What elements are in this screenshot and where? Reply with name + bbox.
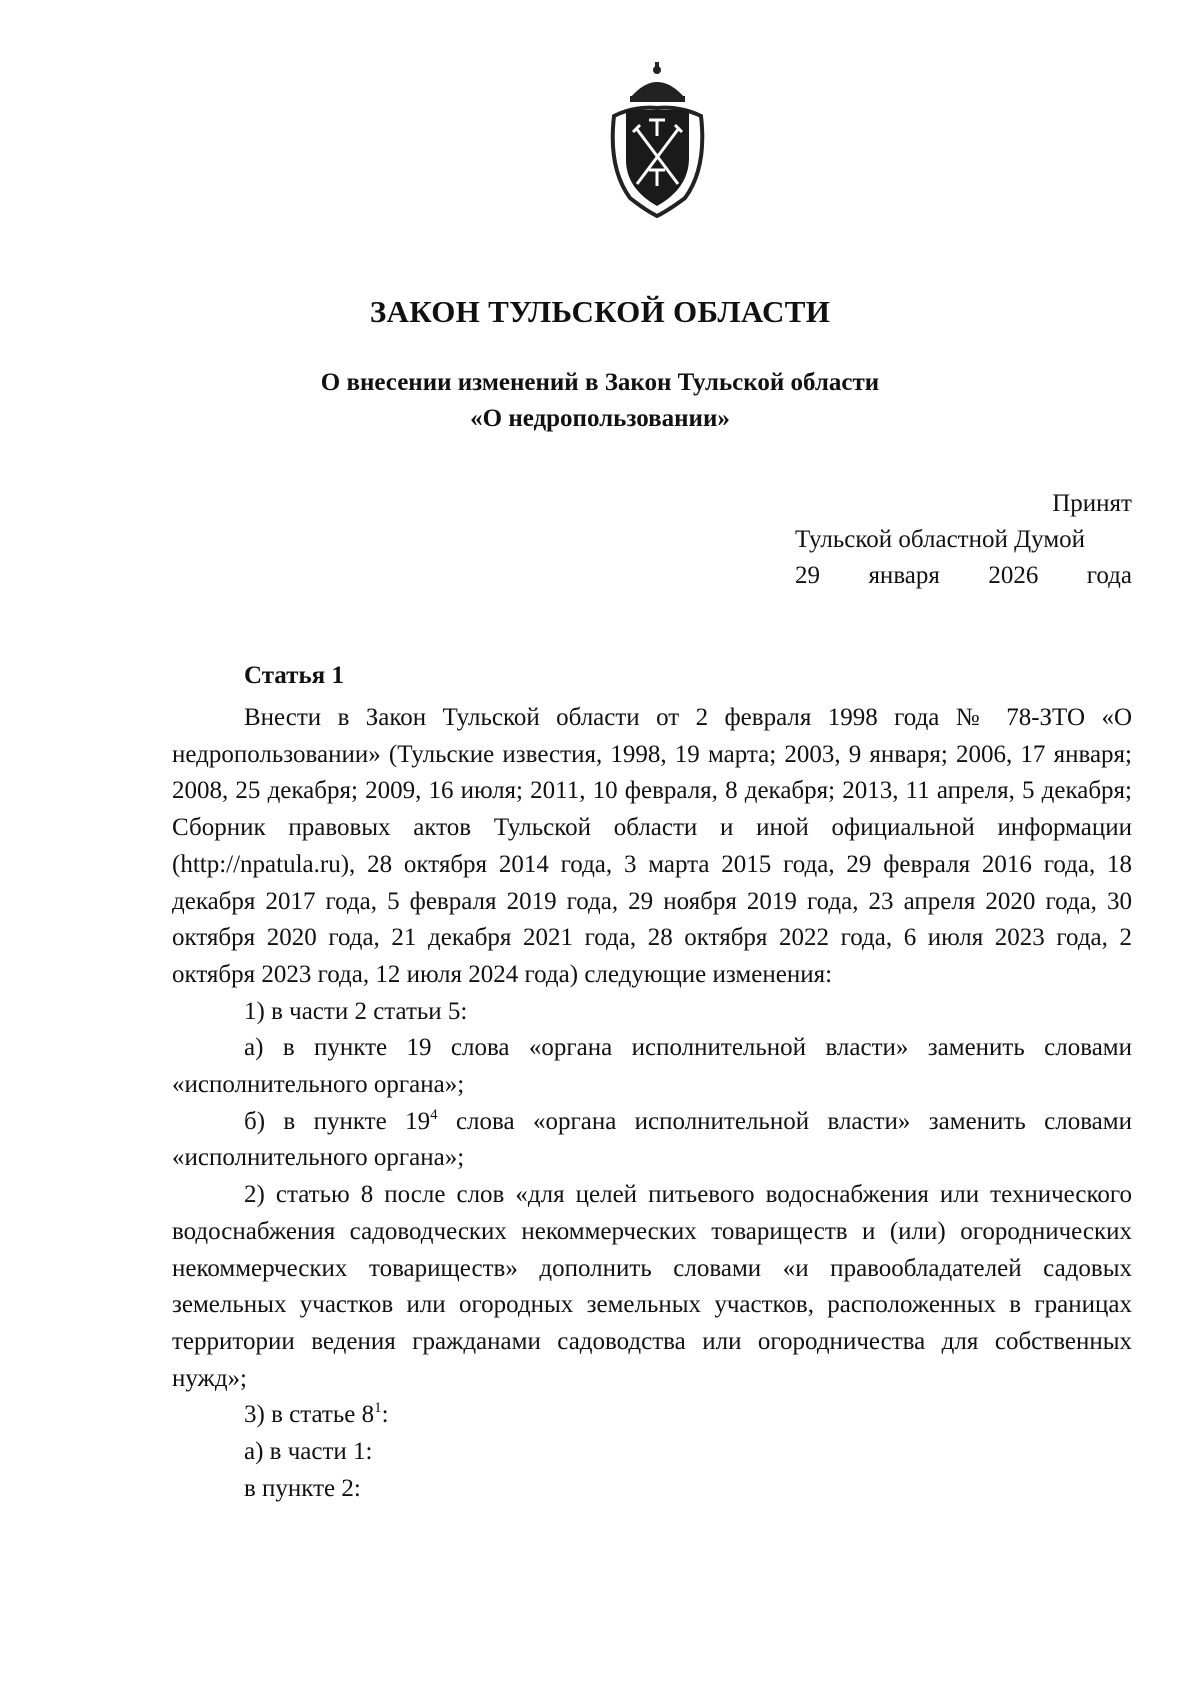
paragraph-item-3 [172, 1397, 1132, 1434]
item-3-superscript: 1 [374, 1400, 382, 1417]
adoption-month: января [868, 562, 940, 589]
adoption-block [795, 486, 1132, 594]
item-3-end: : [381, 1401, 389, 1429]
item-3-start: 3) в статье 8 [244, 1401, 375, 1429]
paragraph-intro: Внести в Закон Тульской области от 2 февраля 1998 года № 78-ЗТО «О недропользовании» (Тульские известия, 1998, 19 марта; 2003, 9 января; 2006, 17 января; 2008, 25 декабря; 2009, 16 июля; 2011, 10 февраля, 8 декабря; 2013, 11 апреля, 5 декабря; Сборник правовых актов Тульской области и иной официальной информации (http://npatula.ru), 28 октября 2014 года, 3 марта 2015 года, 29 февраля 2016 года, 18 декабря 2017 года, 5 февраля 2019 года, 29 ноября 2019 года, 23 апреля 2020 года, 30 октября 2020 года, 21 декабря 2021 года, 28 октября 2022 года, 6 июля 2023 года, 2 октября 2023 года, 12 июля 2024 года) следующие изменения: [172, 704, 1132, 988]
paragraph-item-1a: а) в пункте 19 слова «органа исполнительной власти» заменить словами «исполнительного органа»; [172, 1034, 1132, 1099]
paragraph-item-3a: а) в части 1: [244, 1438, 373, 1466]
tula-coat-of-arms-icon [600, 58, 715, 218]
paragraph-item-2: 2) статью 8 после слов «для целей питьевого водоснабжения или технического водоснабжения садоводческих некоммерческих товариществ и (или) огороднических некоммерческих товариществ» дополнить словами «и правообладателей садовых земельных участков или огородных земельных участков, расположенных в границах территории ведения гражданами садоводства или огородничества для собственных нужд»; [172, 1181, 1132, 1392]
item-1b-start: б) в пункте 19 [244, 1107, 431, 1135]
adoption-year: 2026 [988, 562, 1039, 589]
item-1b-superscript: 4 [430, 1106, 438, 1123]
article-body [172, 700, 1132, 1507]
adoption-line-1: Принят [1052, 490, 1132, 517]
adoption-date [795, 558, 1132, 594]
law-subtitle [0, 365, 1200, 437]
paragraph-item-3a-point: в пункте 2: [244, 1474, 361, 1502]
coat-of-arms-emblem [600, 58, 715, 218]
adoption-line-2: Тульской областной Думой [795, 526, 1086, 553]
adoption-year-word: года [1086, 562, 1132, 589]
law-title: ЗАКОН ТУЛЬСКОЙ ОБЛАСТИ [369, 294, 831, 329]
paragraph-item-1: 1) в части 2 статьи 5: [244, 997, 468, 1025]
adoption-day: 29 [795, 562, 820, 589]
item-1b-end: слова «органа исполнительной власти» заменить словами «исполнительного органа»; [172, 1107, 1132, 1172]
subtitle-line-2: «О недропользовании» [470, 405, 730, 432]
subtitle-line-1: О внесении изменений в Закон Тульской области [320, 369, 880, 396]
paragraph-item-1b [172, 1104, 1132, 1177]
article-heading: Статья 1 [244, 662, 344, 689]
